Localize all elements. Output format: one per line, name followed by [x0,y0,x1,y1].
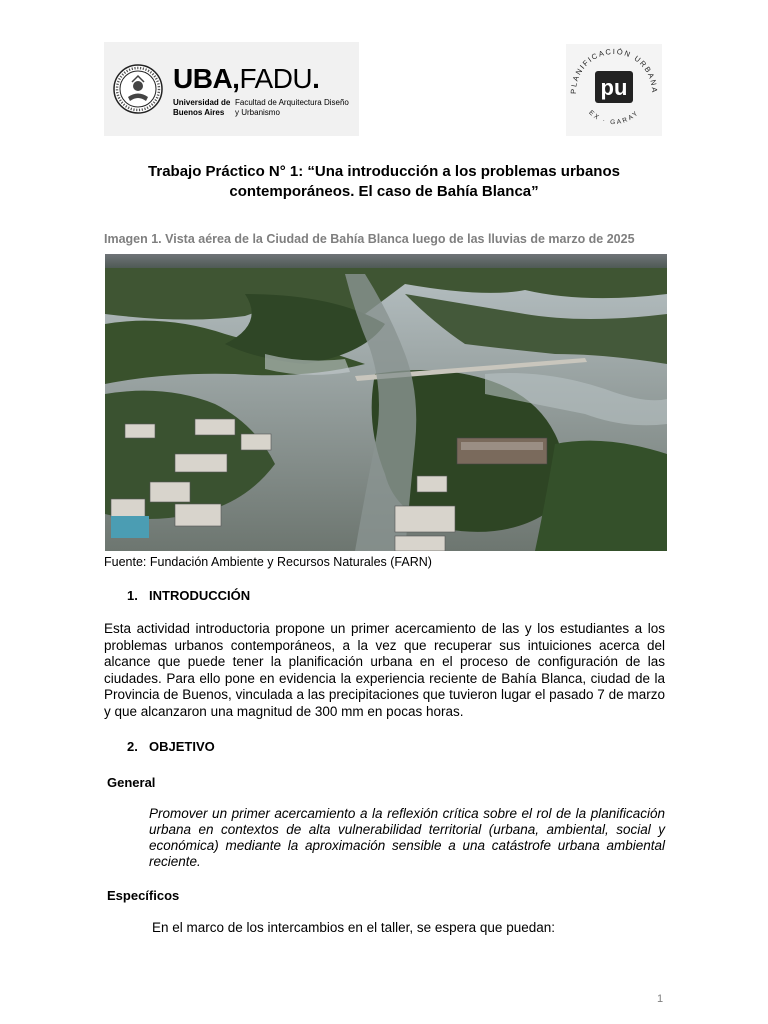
section-number: 1. [127,588,138,603]
subheading-general: General [107,775,156,790]
section-title: INTRODUCCIÓN [149,588,251,603]
section-title: OBJETIVO [149,739,215,754]
specific-objectives-intro: En el marco de los intercambios en el taller, se espera que puedan: [152,920,555,935]
subheading-especificos: Específicos [107,888,180,903]
aerial-flood-photo [105,254,667,551]
document-title: Trabajo Práctico N° 1: “Una introducción a los problemas urbanos contemporáneos. El caso de Bahía Blanca” [148,163,620,200]
figure-caption: Imagen 1. Vista aérea de la Ciudad de Bahía Blanca luego de las lluvias de marzo de 2025 [104,232,635,246]
page-number: 1 [657,993,664,1005]
section-number: 2. [127,739,138,754]
university-seal-icon [113,64,163,114]
general-objective-text: Promover un primer acercamiento a la reflexión crítica sobre el rol de la planificación urbana en contextos de alta vulnerabilidad territorial (urbana, ambiental, social y económica) mediante la aproximación sensible a una catástrofe urbana ambiental reciente. [149,806,665,869]
figure-source: Fuente: Fundación Ambiente y Recursos Naturales (FARN) [104,555,432,569]
pu-bottom-text: EX · GARAY [587,109,641,127]
uba-fadu-logo [104,42,359,136]
section-heading-objetivo [127,739,215,754]
planificacion-urbana-logo [566,44,662,136]
uba-fadu-wordmark: UBA,FADU. [173,63,320,94]
introduccion-paragraph: Esta actividad introductoria propone un primer acercamiento de las y los estudiantes a los problemas urbanos contemporáneos, a la vez que recuperar sus intuiciones acerca del alcance que puede tener la planificación urbana en el proceso de configuración de las ciudades. Para ello pone en evidencia la experiencia reciente de Bahía Blanca, ciudad de la Provincia de Buenos, vinculada a las precipitaciones que tuvieron lugar el pasado 7 de marzo y que alcanzaron una magnitud de 300 mm en pocas horas. [104,621,665,719]
university-name: Universidad de Buenos Aires [173,98,231,117]
faculty-name: Facultad de Arquitectura Diseño y Urbanismo [235,98,349,117]
pu-mark: pu [600,75,628,100]
section-heading-introduccion [127,588,250,603]
pu-ring-text: PLANIFICACIÓN URBANA [568,46,660,95]
